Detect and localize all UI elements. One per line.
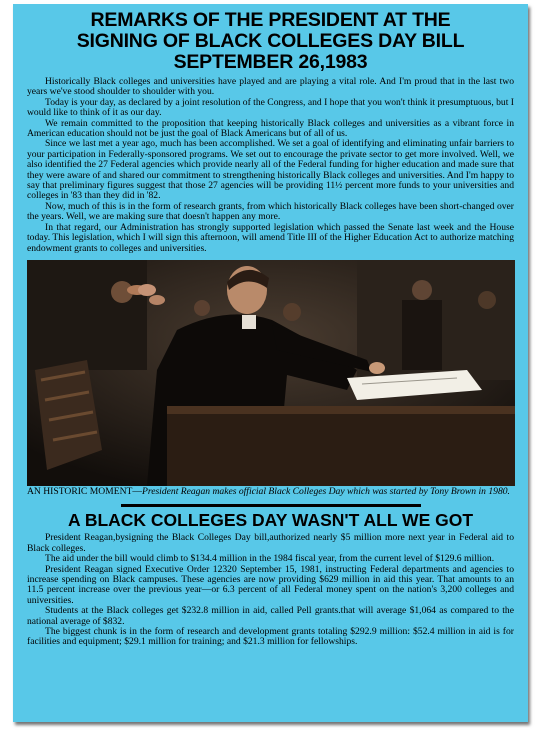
paragraph: In that regard, our Administration has strongly supported legislation which passed the Senate last week and the House today. This legislation, which I will sign this afternoon, will amend Title III of the Higher Education Act to authorize matching endowment grants to colleges and universities. bbox=[27, 221, 514, 254]
paragraph: Students at the Black colleges get $232.8 million in aid, called Pell grants.that will average $1,064 as compared to the national average of $832. bbox=[27, 605, 514, 627]
headline bbox=[19, 10, 522, 73]
paragraph: Today is your day, as declared by a joint resolution of the Congress, and I hope that you won't think it presumptuous, but I would like to think of it as our day. bbox=[27, 96, 514, 119]
photo-caption bbox=[27, 487, 514, 498]
signing-photo-image bbox=[27, 260, 515, 486]
paragraph: Historically Black colleges and universities have played and are playing a vital role. And I'm proud that in the last two years we've stood shoulder to shoulder with you. bbox=[27, 76, 514, 98]
paragraph: President Reagan signed Executive Order 12320 September 15, 1981, instructing Federal departments and agencies to increase spending on Black campuses. These agencies are now providing $629 million in aid this year. That amounts to an 11.5 percent increase over the previous year—or 6.3 percent of all Federal money spent on the nation's 3,200 colleges and universities. bbox=[27, 563, 514, 606]
article-headline: A BLACK COLLEGES DAY WASN'T ALL WE GOT bbox=[67, 510, 474, 531]
article-text bbox=[27, 533, 514, 647]
divider-rule bbox=[121, 504, 421, 507]
document-page bbox=[13, 4, 528, 722]
paragraph: Now, much of this is in the form of research grants, from which historically Black colleges have been short-changed over the years. Well, we are making sure that doesn't happen any more. bbox=[27, 200, 514, 223]
headline-line: REMARKS OF THE PRESIDENT AT THE bbox=[90, 9, 451, 31]
paragraph: President Reagan,bysigning the Black Colleges Day bill,authorized nearly $5 million more next year in Federal aid to Black colleges. bbox=[27, 532, 514, 554]
remarks-text bbox=[27, 77, 514, 254]
headline-date: SEPTEMBER 26,1983 bbox=[173, 51, 368, 73]
paragraph: We remain committed to the proposition that keeping historically Black colleges and universities as a vibrant force in American education should not be just the goal of Black Americans but of all of us. bbox=[27, 117, 514, 140]
signing-photo bbox=[27, 260, 515, 486]
headline-line: SIGNING OF BLACK COLLEGES DAY BILL bbox=[76, 30, 465, 52]
caption-lead: AN HISTORIC MOMENT— bbox=[27, 485, 142, 497]
paragraph: The aid under the bill would climb to $134.4 million in the 1984 fiscal year, from the current level of $129.6 million. bbox=[45, 553, 495, 565]
paragraph: Since we last met a year ago, much has been accomplished. We set a goal of identifying and eliminating unfair barriers to your participation in Federally-sponsored programs. We set out to encourage the private sector to get more involved. Well, we also identified the 27 Federal agencies which provide nearly all of the Federal funding for higher education and made sure that they were aware of and shared our commitment to strengthening historically Black colleges and universities. And I'm happy to say that preliminary figures suggest that those 27 agencies will be providing 11½ percent more funds to your universities and colleges in '83 than they did in '82. bbox=[27, 138, 514, 202]
caption-text: President Reagan makes official Black Colleges Day which was started by Tony Brown in 1980. bbox=[141, 485, 510, 497]
paragraph: The biggest chunk is in the form of research and development grants totaling $292.9 million: $52.4 million in aid is for facilities and equipment; $29.1 million for training; and $21.3 million for fellowships. bbox=[27, 626, 514, 648]
